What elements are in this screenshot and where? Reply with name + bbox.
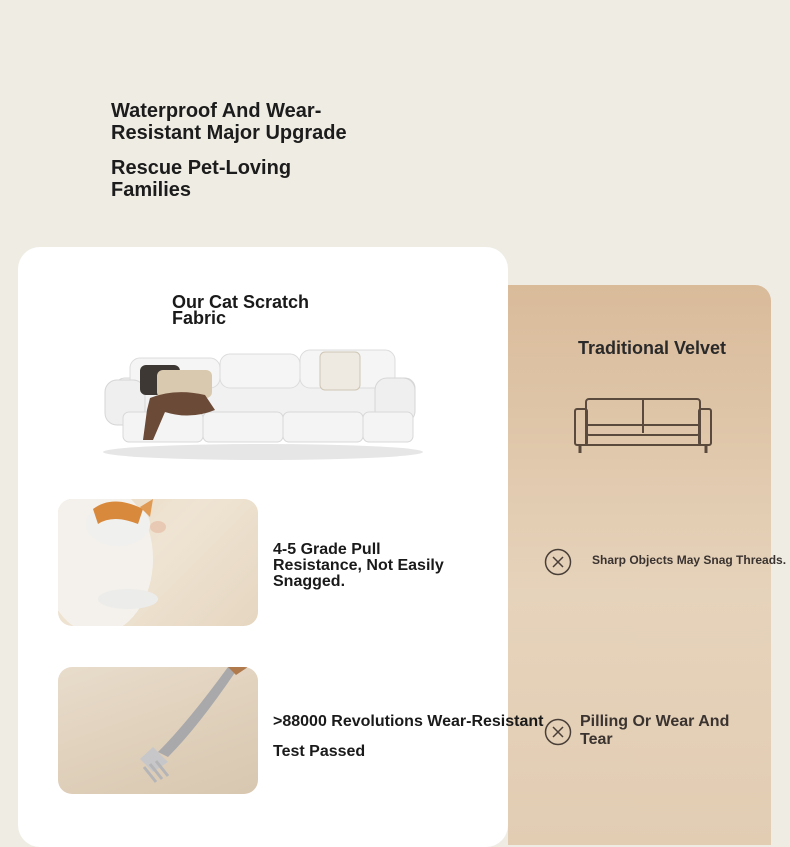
hero-line-2: Rescue Pet-Loving Families [111,157,292,201]
sofa-outline-icon [572,395,714,457]
feature-pull-resistance: 4-5 Grade Pull Resistance, Not Easily Snagged. [273,541,444,590]
sofa-photo [95,340,430,465]
x-circle-icon [544,548,572,576]
con-snag-threads: Sharp Objects May Snag Threads. [592,553,787,567]
fork-on-fabric-photo [58,667,258,794]
feature-wear-resistant: >88000 Revolutions Wear-Resistant Test Passed [273,713,544,760]
traditional-velvet-title: Traditional Velvet [578,338,727,358]
con-pilling-wear: Pilling Or Wear And Tear [580,713,730,748]
hero-heading [111,100,411,201]
our-fabric-title: Our Cat Scratch Fabric [172,292,310,328]
cat-on-fabric-photo [58,499,258,626]
x-circle-icon [544,718,572,746]
hero-line-1: Waterproof And Wear-Resistant Major Upgrade [111,100,347,144]
